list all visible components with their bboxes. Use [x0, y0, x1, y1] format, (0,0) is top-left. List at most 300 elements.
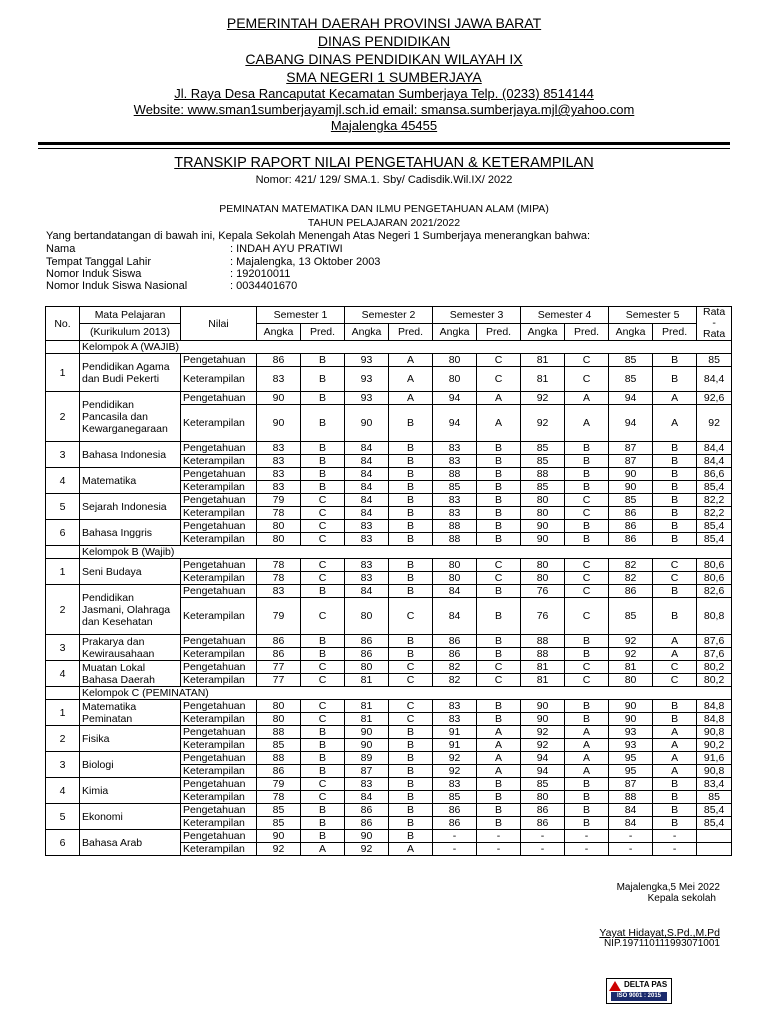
average-cell: 82,6 — [697, 585, 732, 598]
score-cell: 86 — [345, 804, 389, 817]
score-cell: 86 — [257, 648, 301, 661]
predicate-cell: A — [653, 648, 697, 661]
score-type: Keterampilan — [181, 674, 257, 687]
score-cell: 95 — [609, 752, 653, 765]
average-cell: 85,4 — [697, 817, 732, 830]
predicate-cell: B — [477, 533, 521, 546]
subject-no: 5 — [46, 804, 80, 830]
predicate-cell: B — [301, 739, 345, 752]
predicate-cell: B — [477, 494, 521, 507]
average-cell: 87,6 — [697, 635, 732, 648]
score-cell: 82 — [433, 674, 477, 687]
predicate-cell: B — [389, 726, 433, 739]
sign-position: Kepala sekolah — [647, 893, 716, 904]
score-type: Keterampilan — [181, 481, 257, 494]
subject-no: 1 — [46, 700, 80, 726]
table-row — [46, 392, 732, 405]
table-row — [46, 585, 732, 598]
predicate-cell: B — [389, 533, 433, 546]
score-cell: 80 — [257, 520, 301, 533]
score-cell: 84 — [345, 791, 389, 804]
score-type: Pengetahuan — [181, 778, 257, 791]
predicate-cell: C — [301, 559, 345, 572]
score-cell: 84 — [345, 481, 389, 494]
score-cell: 92 — [521, 405, 565, 442]
predicate-cell: B — [389, 481, 433, 494]
predicate-cell: C — [301, 713, 345, 726]
subject-name: Pendidikan Agama dan Budi Pekerti — [80, 354, 181, 392]
score-cell: 86 — [609, 520, 653, 533]
subject-name: Seni Budaya — [80, 559, 181, 585]
student-nisn-row — [46, 280, 298, 292]
predicate-cell: B — [477, 648, 521, 661]
score-cell: 84 — [345, 507, 389, 520]
predicate-cell: B — [565, 713, 609, 726]
predicate-cell: B — [301, 455, 345, 468]
score-cell: 85 — [257, 739, 301, 752]
score-cell: 90 — [521, 700, 565, 713]
group-spacer — [46, 546, 80, 559]
subject-no: 1 — [46, 559, 80, 585]
table-row — [46, 778, 732, 791]
logo-text-1: DELTA PAS — [624, 980, 668, 989]
score-cell: 90 — [609, 481, 653, 494]
average-cell: 80,8 — [697, 598, 732, 635]
score-cell: 86 — [345, 648, 389, 661]
table-row — [46, 635, 732, 648]
score-cell: 92 — [433, 765, 477, 778]
predicate-cell: A — [389, 367, 433, 392]
intro-text: Yang bertandatangan di bawah ini, Kepala Sekolah Menengah Atas Negeri 1 Sumberjaya menerangkan bahwa: — [46, 230, 591, 242]
predicate-cell: A — [653, 635, 697, 648]
subject-name: Matematika Peminatan — [80, 700, 181, 726]
predicate-cell: C — [565, 572, 609, 585]
predicate-cell: B — [389, 778, 433, 791]
predicate-cell: B — [301, 585, 345, 598]
subject-no: 4 — [46, 778, 80, 804]
predicate-cell: C — [301, 700, 345, 713]
predicate-cell: B — [301, 442, 345, 455]
header-divider-thick — [38, 142, 730, 145]
score-cell: 81 — [521, 354, 565, 367]
header-line1: PEMERINTAH DAERAH PROVINSI JAWA BARAT — [226, 15, 542, 31]
predicate-cell: B — [389, 405, 433, 442]
score-cell: 80 — [521, 494, 565, 507]
header-nilai: Nilai — [181, 307, 257, 341]
predicate-cell: B — [477, 507, 521, 520]
score-cell: 82 — [609, 559, 653, 572]
score-cell: 83 — [257, 455, 301, 468]
predicate-cell: C — [301, 520, 345, 533]
score-cell: 85 — [521, 442, 565, 455]
predicate-cell: C — [565, 367, 609, 392]
score-cell: 92 — [609, 635, 653, 648]
header-no: No. — [46, 307, 80, 341]
score-cell: 84 — [609, 804, 653, 817]
predicate-cell: B — [653, 494, 697, 507]
header-address: Jl. Raya Desa Rancaputat Kecamatan Sumberjaya Telp. (0233) 8514144 — [174, 86, 594, 101]
score-cell: 86 — [609, 533, 653, 546]
header-sem2: Semester 2 — [345, 307, 433, 324]
predicate-cell: B — [477, 778, 521, 791]
score-cell: - — [609, 830, 653, 843]
score-cell: 85 — [609, 494, 653, 507]
score-cell: 80 — [257, 700, 301, 713]
score-cell: 85 — [609, 354, 653, 367]
score-cell: 86 — [521, 817, 565, 830]
student-birth-row — [46, 256, 381, 268]
score-cell: 82 — [609, 572, 653, 585]
score-type: Pengetahuan — [181, 726, 257, 739]
predicate-cell: B — [389, 468, 433, 481]
document-number: Nomor: 421/ 129/ SMA.1. Sby/ Cadisdik.Wil.IX/ 2022 — [255, 174, 513, 186]
score-cell: 86 — [257, 635, 301, 648]
score-cell: 92 — [433, 752, 477, 765]
score-cell: 90 — [609, 468, 653, 481]
predicate-cell: B — [653, 455, 697, 468]
subject-no: 3 — [46, 635, 80, 661]
score-type: Pengetahuan — [181, 354, 257, 367]
table-row — [46, 468, 732, 481]
header-angka-5: Angka — [609, 324, 653, 341]
score-cell: 92 — [609, 648, 653, 661]
score-cell: 83 — [433, 700, 477, 713]
predicate-cell: B — [389, 520, 433, 533]
predicate-cell: B — [565, 804, 609, 817]
predicate-cell: C — [389, 700, 433, 713]
subject-name: Bahasa Indonesia — [80, 442, 181, 468]
score-cell: 85 — [609, 367, 653, 392]
average-cell: 84,4 — [697, 455, 732, 468]
average-cell: 85,4 — [697, 520, 732, 533]
score-type: Pengetahuan — [181, 635, 257, 648]
sign-place-date: Majalengka,5 Mei 2022 — [616, 882, 720, 893]
predicate-cell: A — [301, 843, 345, 856]
score-cell: 80 — [345, 598, 389, 635]
predicate-cell: B — [389, 572, 433, 585]
predicate-cell: C — [477, 572, 521, 585]
predicate-cell: B — [477, 804, 521, 817]
predicate-cell: B — [565, 455, 609, 468]
predicate-cell: B — [301, 367, 345, 392]
predicate-cell: B — [653, 817, 697, 830]
score-type: Pengetahuan — [181, 392, 257, 405]
score-cell: 88 — [433, 533, 477, 546]
predicate-cell: C — [301, 572, 345, 585]
logo-text-2: ISO 9001 : 2015 — [611, 992, 667, 1001]
student-nis-row — [46, 268, 291, 280]
score-cell: 80 — [257, 533, 301, 546]
subject-name: Bahasa Inggris — [80, 520, 181, 546]
header-rata-2: - — [712, 317, 716, 329]
score-cell: 77 — [257, 661, 301, 674]
average-cell: 92 — [697, 405, 732, 442]
score-type: Pengetahuan — [181, 494, 257, 507]
score-cell: 80 — [521, 559, 565, 572]
predicate-cell: C — [565, 598, 609, 635]
student-nis-label: Nomor Induk Siswa — [46, 268, 142, 280]
average-cell: 82,2 — [697, 494, 732, 507]
table-row — [46, 661, 732, 674]
score-cell: - — [433, 843, 477, 856]
average-cell: 80,6 — [697, 559, 732, 572]
score-cell: 92 — [521, 726, 565, 739]
subject-no: 5 — [46, 494, 80, 520]
score-cell: 88 — [257, 726, 301, 739]
header-angka-1: Angka — [257, 324, 301, 341]
score-cell: 80 — [433, 367, 477, 392]
score-cell: 80 — [345, 661, 389, 674]
predicate-cell: C — [389, 598, 433, 635]
predicate-cell: B — [389, 765, 433, 778]
average-cell: 90,8 — [697, 765, 732, 778]
score-cell: 83 — [345, 572, 389, 585]
predicate-cell: B — [477, 481, 521, 494]
score-cell: 90 — [521, 713, 565, 726]
predicate-cell: B — [653, 468, 697, 481]
predicate-cell: B — [565, 817, 609, 830]
header-rata — [697, 307, 732, 341]
score-cell: 83 — [433, 778, 477, 791]
score-cell: 83 — [257, 367, 301, 392]
table-row — [46, 752, 732, 765]
predicate-cell: A — [389, 843, 433, 856]
score-cell: - — [609, 843, 653, 856]
score-type: Pengetahuan — [181, 559, 257, 572]
predicate-cell: B — [389, 648, 433, 661]
predicate-cell: A — [565, 405, 609, 442]
score-cell: 86 — [345, 635, 389, 648]
predicate-cell: C — [477, 367, 521, 392]
predicate-cell: C — [389, 674, 433, 687]
average-cell: 91,6 — [697, 752, 732, 765]
predicate-cell: A — [477, 739, 521, 752]
score-type: Keterampilan — [181, 507, 257, 520]
score-cell: 78 — [257, 559, 301, 572]
score-cell: 80 — [257, 713, 301, 726]
header-pred-4: Pred. — [565, 324, 609, 341]
score-cell: 94 — [433, 405, 477, 442]
average-cell: 90,2 — [697, 739, 732, 752]
predicate-cell: B — [301, 392, 345, 405]
predicate-cell: C — [389, 661, 433, 674]
score-cell: 77 — [257, 674, 301, 687]
predicate-cell: B — [389, 442, 433, 455]
score-cell: 81 — [609, 661, 653, 674]
subject-name: Bahasa Arab — [80, 830, 181, 856]
average-cell — [697, 830, 732, 843]
predicate-cell: A — [653, 392, 697, 405]
score-cell: 85 — [257, 817, 301, 830]
predicate-cell: A — [653, 765, 697, 778]
subject-no: 6 — [46, 830, 80, 856]
score-cell: 94 — [521, 765, 565, 778]
score-cell: 83 — [433, 507, 477, 520]
table-header-row-2 — [46, 324, 732, 341]
predicate-cell: B — [301, 481, 345, 494]
score-cell: 86 — [257, 765, 301, 778]
predicate-cell: C — [653, 572, 697, 585]
subject-no: 2 — [46, 726, 80, 752]
predicate-cell: B — [301, 830, 345, 843]
score-type: Pengetahuan — [181, 468, 257, 481]
header-sem4: Semester 4 — [521, 307, 609, 324]
group-row — [46, 687, 732, 700]
predicate-cell: B — [477, 455, 521, 468]
subject-no: 6 — [46, 520, 80, 546]
score-cell: 81 — [521, 661, 565, 674]
score-type: Keterampilan — [181, 817, 257, 830]
predicate-cell: B — [565, 791, 609, 804]
score-cell: 79 — [257, 778, 301, 791]
subject-no: 4 — [46, 661, 80, 687]
score-cell: 86 — [609, 585, 653, 598]
student-name: : INDAH AYU PRATIWI — [230, 243, 343, 255]
predicate-cell: B — [301, 635, 345, 648]
header-pred-2: Pred. — [389, 324, 433, 341]
score-cell: 88 — [521, 648, 565, 661]
student-name-label: Nama — [46, 243, 76, 255]
average-cell: 85,4 — [697, 481, 732, 494]
predicate-cell: B — [477, 817, 521, 830]
score-cell: 87 — [345, 765, 389, 778]
score-cell: 91 — [433, 739, 477, 752]
predicate-cell: B — [653, 367, 697, 392]
predicate-cell: C — [565, 494, 609, 507]
score-type: Keterampilan — [181, 843, 257, 856]
score-cell: 79 — [257, 598, 301, 635]
predicate-cell: A — [565, 765, 609, 778]
score-cell: 80 — [433, 354, 477, 367]
predicate-cell: B — [565, 635, 609, 648]
predicate-cell: B — [389, 804, 433, 817]
score-cell: 81 — [521, 367, 565, 392]
score-cell: 85 — [521, 778, 565, 791]
predicate-cell: B — [301, 405, 345, 442]
header-sem3: Semester 3 — [433, 307, 521, 324]
score-cell: 78 — [257, 572, 301, 585]
score-cell: 83 — [345, 520, 389, 533]
score-cell: 88 — [433, 468, 477, 481]
score-cell: 83 — [345, 559, 389, 572]
student-nisn: : 0034401670 — [230, 280, 298, 292]
score-cell: 90 — [521, 533, 565, 546]
group-spacer — [46, 341, 80, 354]
predicate-cell: B — [565, 533, 609, 546]
average-cell: 85,4 — [697, 533, 732, 546]
predicate-cell: B — [653, 507, 697, 520]
score-cell: 92 — [257, 843, 301, 856]
student-nisn-label: Nomor Induk Siswa Nasional — [46, 280, 188, 292]
predicate-cell: B — [477, 598, 521, 635]
header-angka-3: Angka — [433, 324, 477, 341]
average-cell: 84,4 — [697, 367, 732, 392]
score-cell: 83 — [257, 481, 301, 494]
predicate-cell: B — [301, 804, 345, 817]
predicate-cell: A — [477, 405, 521, 442]
score-cell: 90 — [609, 713, 653, 726]
predicate-cell: C — [477, 354, 521, 367]
score-type: Keterampilan — [181, 598, 257, 635]
score-cell: 78 — [257, 507, 301, 520]
score-cell: 90 — [257, 405, 301, 442]
predicate-cell: A — [565, 392, 609, 405]
predicate-cell: B — [565, 648, 609, 661]
predicate-cell: B — [653, 804, 697, 817]
predicate-cell: C — [653, 559, 697, 572]
header-kurikulum: (Kurikulum 2013) — [80, 324, 181, 341]
score-type: Keterampilan — [181, 739, 257, 752]
predicate-cell: B — [389, 494, 433, 507]
average-cell: 82,2 — [697, 507, 732, 520]
predicate-cell: C — [301, 791, 345, 804]
predicate-cell: B — [653, 713, 697, 726]
predicate-cell: B — [477, 700, 521, 713]
subject-name: Biologi — [80, 752, 181, 778]
predicate-cell: B — [565, 700, 609, 713]
average-cell: 90,8 — [697, 726, 732, 739]
group-spacer — [46, 687, 80, 700]
score-cell: 92 — [345, 843, 389, 856]
predicate-cell: C — [301, 494, 345, 507]
group-label: Kelompok C (PEMINATAN) — [80, 687, 732, 700]
header-website: Website: www.sman1sumberjayamjl.sch.id email: smansa.sumberjaya.mjl@yahoo.com — [133, 102, 635, 117]
score-cell: 87 — [609, 778, 653, 791]
predicate-cell: B — [653, 598, 697, 635]
predicate-cell: C — [389, 713, 433, 726]
score-cell: 90 — [345, 726, 389, 739]
predicate-cell: B — [389, 830, 433, 843]
score-cell: - — [521, 843, 565, 856]
table-row — [46, 354, 732, 367]
table-row — [46, 830, 732, 843]
score-type: Pengetahuan — [181, 661, 257, 674]
score-cell: 89 — [345, 752, 389, 765]
subject-no: 2 — [46, 585, 80, 635]
score-cell: 84 — [433, 585, 477, 598]
certification-logo — [606, 978, 672, 1004]
student-nis: : 192010011 — [230, 268, 291, 280]
score-type: Pengetahuan — [181, 442, 257, 455]
score-cell: 76 — [521, 598, 565, 635]
average-cell: 84,8 — [697, 700, 732, 713]
header-city: Majalengka 45455 — [330, 118, 438, 133]
predicate-cell: B — [565, 520, 609, 533]
predicate-cell: B — [389, 455, 433, 468]
predicate-cell: - — [653, 830, 697, 843]
score-cell: 92 — [521, 739, 565, 752]
predicate-cell: C — [565, 354, 609, 367]
score-cell: 83 — [345, 533, 389, 546]
predicate-cell: B — [389, 559, 433, 572]
score-cell: 81 — [345, 713, 389, 726]
table-header-row-1 — [46, 307, 732, 324]
score-cell: 84 — [345, 442, 389, 455]
predicate-cell: C — [653, 661, 697, 674]
predicate-cell: A — [389, 392, 433, 405]
predicate-cell: B — [477, 520, 521, 533]
table-row — [46, 520, 732, 533]
score-cell: 79 — [257, 494, 301, 507]
average-cell: 85 — [697, 791, 732, 804]
score-type: Keterampilan — [181, 648, 257, 661]
score-type: Pengetahuan — [181, 752, 257, 765]
predicate-cell: A — [477, 765, 521, 778]
score-cell: 85 — [257, 804, 301, 817]
score-cell: - — [521, 830, 565, 843]
score-cell: 86 — [433, 817, 477, 830]
score-cell: 83 — [433, 455, 477, 468]
